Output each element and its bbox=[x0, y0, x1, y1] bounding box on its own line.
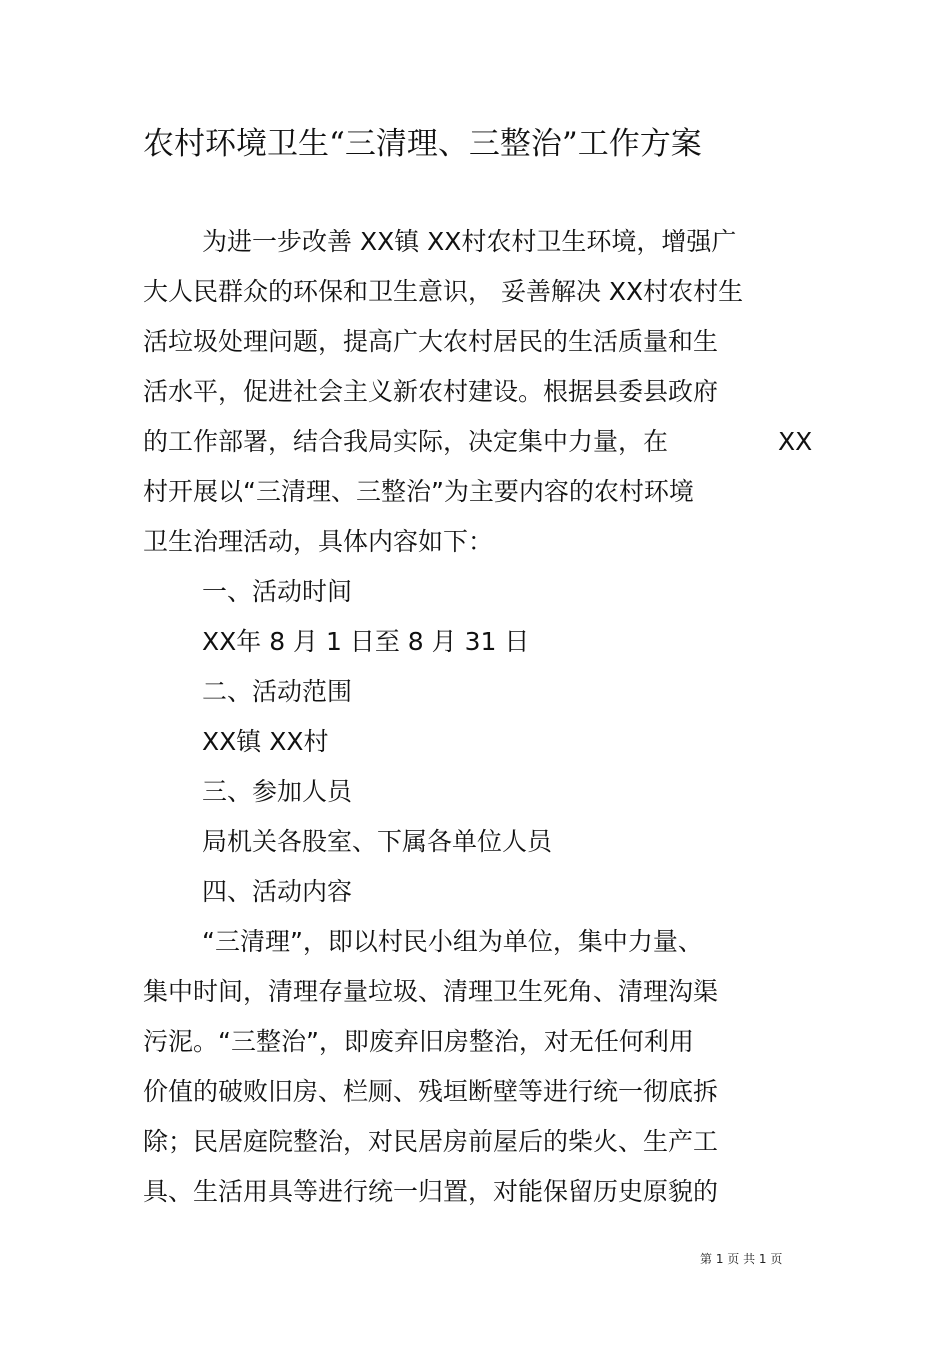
body-line: 的工作部署，结合我局实际，决定集中力量，在 bbox=[143, 427, 669, 456]
body-line: 污泥。“三整治”，即废弃旧房整治，对无任何利用 bbox=[143, 1027, 694, 1056]
section-heading: 二、活动范围 bbox=[202, 677, 353, 706]
body-line: 为进一步改善 XX镇 XX村农村卫生环境，增强广 bbox=[202, 227, 737, 256]
section-heading: 一、活动时间 bbox=[202, 577, 353, 606]
document-title: 农村环境卫生“三清理、三整治”工作方案 bbox=[143, 126, 702, 162]
body-line: 除；民居庭院整治，对民居房前屋后的柴火、生产工 bbox=[143, 1127, 719, 1156]
section-content: XX镇 XX村 bbox=[202, 727, 329, 756]
section-content: XX年 8 月 1 日至 8 月 31 日 bbox=[202, 627, 530, 656]
body-line: 大人民群众的环保和卫生意识， 妥善解决 XX村农村生 bbox=[143, 277, 744, 306]
body-line: 价值的破败旧房、栏厕、残垣断壁等进行统一彻底拆 bbox=[143, 1077, 719, 1106]
section-heading: 四、活动内容 bbox=[202, 877, 353, 906]
body-line: 活水平，促进社会主义新农村建设。根据县委县政府 bbox=[143, 377, 719, 406]
body-line-trailing: XX bbox=[778, 427, 813, 456]
body-line: 具、生活用具等进行统一归置，对能保留历史原貌的 bbox=[143, 1177, 719, 1206]
page-number-footer: 第 1 页 共 1 页 bbox=[700, 1252, 783, 1266]
body-line: “三清理”，即以村民小组为单位，集中力量、 bbox=[202, 927, 703, 956]
body-line: 村开展以“三清理、三整治”为主要内容的农村环境 bbox=[143, 477, 694, 506]
body-line: 活垃圾处理问题，提高广大农村居民的生活质量和生 bbox=[143, 327, 719, 356]
section-content: 局机关各股室、下属各单位人员 bbox=[202, 827, 553, 856]
section-heading: 三、参加人员 bbox=[202, 777, 353, 806]
body-line: 集中时间，清理存量垃圾、清理卫生死角、清理沟渠 bbox=[143, 977, 719, 1006]
body-line: 卫生治理活动，具体内容如下： bbox=[143, 527, 494, 556]
